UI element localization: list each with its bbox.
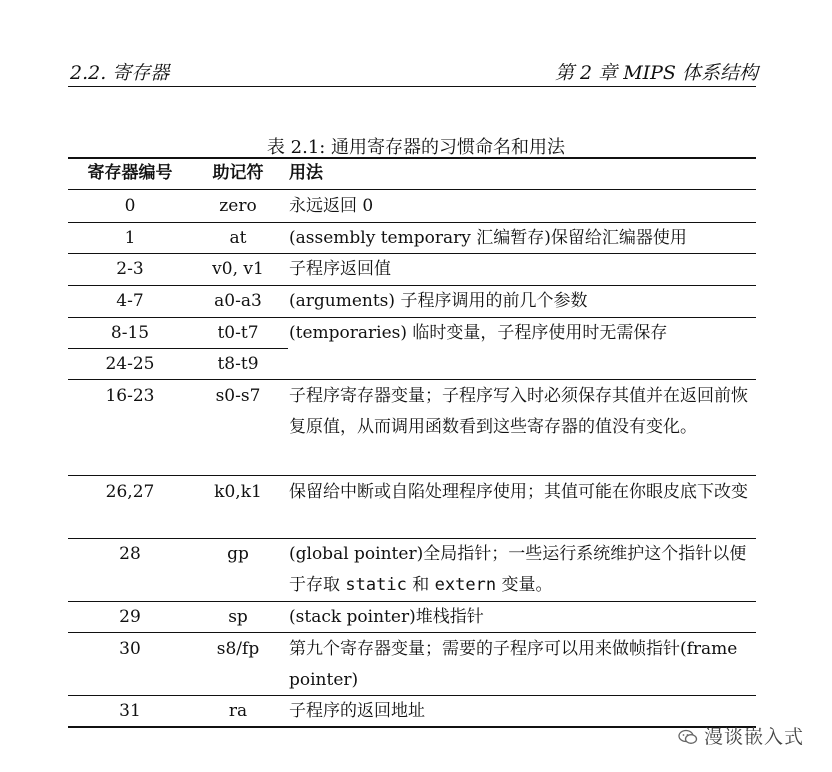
register-usage: 子程序寄存器变量；子程序写入时必须保存其值并在返回前恢复原值，从而调用函数看到这些寄存器的值没有变化。: [289, 386, 748, 437]
register-mnemonic: gp: [227, 544, 249, 564]
register-number: 4-7: [116, 291, 144, 311]
register-usage: 子程序返回值: [289, 259, 391, 279]
table-caption: 表 2.1: 通用寄存器的习惯命名和用法: [266, 137, 566, 158]
register-mnemonic: zero: [219, 196, 257, 216]
register-mnemonic: t8-t9: [217, 354, 259, 374]
column-header: 寄存器编号: [87, 163, 173, 183]
register-number: 2-3: [116, 259, 144, 279]
row-rule: [68, 379, 756, 380]
register-number: 0: [124, 196, 136, 216]
register-usage: 永远返回 0: [289, 196, 374, 216]
register-mnemonic: at: [229, 228, 247, 248]
usage-text: 变量。: [496, 575, 553, 595]
running-header-chapter: 第 2 章 MIPS 体系结构: [554, 62, 758, 84]
register-number: 29: [119, 607, 141, 627]
watermark: [678, 722, 804, 749]
column-header: 助记符: [212, 163, 264, 183]
register-number: 28: [119, 544, 141, 564]
register-number: 30: [119, 639, 141, 659]
register-number: 26,27: [105, 482, 155, 502]
register-usage: (temporaries) 临时变量，子程序使用时无需保存: [289, 323, 668, 343]
code-static: static: [345, 575, 407, 595]
register-usage: (arguments) 子程序调用的前几个参数: [289, 291, 588, 311]
register-number: 16-23: [105, 386, 155, 406]
register-usage: 第九个寄存器变量；需要的子程序可以用来做帧指针(frame pointer): [289, 639, 738, 690]
register-usage: 子程序的返回地址: [289, 701, 425, 721]
register-mnemonic: v0, v1: [212, 259, 264, 279]
register-mnemonic: t0-t7: [217, 323, 259, 343]
usage-text: 和: [406, 575, 435, 595]
register-usage: (stack pointer)堆栈指针: [289, 607, 484, 627]
register-mnemonic: s8/fp: [216, 639, 260, 659]
register-number: 8-15: [110, 323, 150, 343]
row-rule: [68, 475, 756, 476]
register-mnemonic: sp: [228, 607, 248, 627]
register-mnemonic: ra: [228, 701, 248, 721]
register-usage: [289, 539, 759, 601]
register-usage: (assembly temporary 汇编暂存)保留给汇编器使用: [289, 228, 687, 248]
register-mnemonic: k0,k1: [214, 482, 262, 502]
code-extern: extern: [434, 575, 497, 595]
watermark-text: 漫谈嵌入式: [704, 726, 805, 748]
register-usage: 保留给中断或自陷处理程序使用；其值可能在你眼皮底下改变: [289, 482, 748, 502]
register-mnemonic: a0-a3: [214, 291, 262, 311]
header-rule: [68, 86, 756, 87]
register-mnemonic: s0-s7: [215, 386, 261, 406]
usage-text: (global pointer)全局指针；一些运行系统维护这个指针以便于存取: [289, 544, 747, 595]
register-number: 24-25: [105, 354, 155, 374]
column-header: 用法: [289, 163, 323, 183]
register-number: 1: [124, 228, 136, 248]
running-header-section: 2.2. 寄存器: [70, 62, 170, 84]
register-number: 31: [119, 701, 141, 721]
table-header-rule: [68, 189, 756, 190]
wechat-icon: [678, 729, 698, 745]
